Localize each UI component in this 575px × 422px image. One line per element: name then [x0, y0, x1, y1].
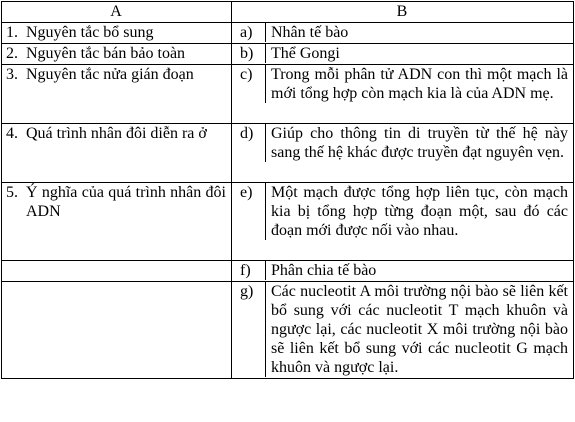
- column-b-cell: [232, 124, 574, 183]
- column-a-cell: [2, 282, 232, 379]
- letter-divider: [265, 261, 266, 280]
- column-b-cell: [232, 261, 574, 282]
- option-text: Các nucleotit A môi trường nội bào sẽ liên kết bổ sung với các nucleotit T mạch khuôn và ngược lại, các nucleotit X môi trường nội bào sẽ liên kết bổ sung với các nucleotit G mạch khuôn và ngược lại.: [271, 283, 568, 376]
- option-letter: e): [240, 184, 253, 201]
- table-body: [2, 23, 574, 379]
- option-text: Nhân tế bào: [271, 24, 349, 41]
- column-b-cell: [232, 23, 574, 44]
- letter-divider: [265, 124, 266, 162]
- option-letter: g): [240, 283, 254, 300]
- letter-divider: [265, 44, 266, 63]
- letter-divider: [265, 23, 266, 42]
- item-text: Quá trình nhân đôi diễn ra ở: [26, 125, 207, 142]
- option-text: Thể Gongi: [271, 45, 340, 62]
- table-row: [2, 124, 574, 183]
- header-row: [2, 2, 574, 23]
- column-a-cell: [2, 44, 232, 65]
- column-b-cell: [232, 44, 574, 65]
- option-text: Giúp cho thông tin di truyền từ thế hệ này sang thế hệ khác được truyền đạt nguyên vẹn.: [271, 125, 568, 161]
- option-letter: c): [240, 66, 253, 83]
- item-number: 2.: [6, 45, 18, 62]
- option-letter: f): [240, 262, 251, 279]
- table-row: [2, 261, 574, 282]
- item-number: 4.: [6, 125, 18, 142]
- option-letter: b): [240, 45, 254, 62]
- column-a-cell: [2, 23, 232, 44]
- column-b-cell: [232, 282, 574, 379]
- option-text: Một mạch được tổng hợp liên tục, còn mạch kia bị tổng hợp từng đoạn một, sau đó các đoạn mới được nối vào nhau.: [271, 184, 568, 239]
- letter-divider: [265, 65, 266, 103]
- letter-divider: [265, 183, 266, 240]
- item-text: Nguyên tắc nửa gián đoạn: [26, 66, 194, 83]
- table-row: [2, 282, 574, 379]
- option-letter: d): [240, 125, 254, 142]
- column-a-cell: [2, 183, 232, 261]
- matching-table: [1, 1, 574, 379]
- table-row: [2, 183, 574, 261]
- item-number: 3.: [6, 66, 18, 83]
- option-text: Phân chia tế bào: [271, 262, 377, 279]
- item-number: 1.: [6, 24, 18, 41]
- option-text: Trong mỗi phân tử ADN con thì một mạch là mới tổng hợp còn mạch kia là của ADN mẹ.: [271, 66, 568, 102]
- letter-divider: [265, 282, 266, 377]
- table-row: [2, 65, 574, 124]
- column-a-header: A: [2, 2, 232, 23]
- item-text: Ý nghĩa của quá trình nhân đôi ADN: [26, 184, 226, 220]
- item-text: Nguyên tắc bán bảo toàn: [26, 45, 186, 62]
- option-letter: a): [240, 24, 253, 41]
- column-b-cell: [232, 65, 574, 124]
- column-a-cell: [2, 124, 232, 183]
- column-b-cell: [232, 183, 574, 261]
- table-row: [2, 23, 574, 44]
- item-number: 5.: [6, 184, 18, 201]
- column-b-header: B: [232, 2, 574, 23]
- table-row: [2, 44, 574, 65]
- column-a-cell: [2, 261, 232, 282]
- item-text: Nguyên tắc bổ sung: [26, 24, 154, 41]
- column-a-cell: [2, 65, 232, 124]
